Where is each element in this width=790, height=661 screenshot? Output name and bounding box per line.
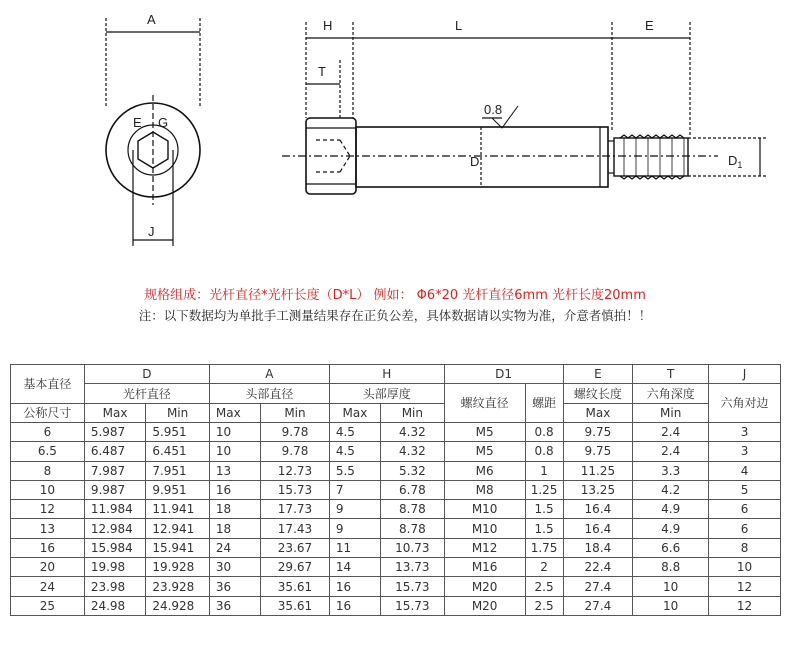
table-cell: 4.32 xyxy=(381,423,445,442)
table-cell: 10.73 xyxy=(381,538,445,557)
table-cell: 9.951 xyxy=(146,480,210,499)
dim-label-d1: $D_1$ xyxy=(728,153,743,170)
table-cell: 5.5 xyxy=(329,461,380,480)
table-cell: M10 xyxy=(444,500,525,519)
table-cell: 5.951 xyxy=(146,423,210,442)
table-cell: 16.4 xyxy=(563,500,633,519)
table-cell: 4.9 xyxy=(633,500,709,519)
sub-header-d1: 螺纹直径 xyxy=(444,384,525,423)
table-cell: 6 xyxy=(709,500,781,519)
table-cell: 9.987 xyxy=(84,480,146,499)
table-cell: 15.73 xyxy=(381,596,445,615)
table-cell: 23.928 xyxy=(146,577,210,596)
dim-label-h: H xyxy=(323,18,333,33)
table-cell: 15.941 xyxy=(146,538,210,557)
table-cell: 9.78 xyxy=(261,442,330,461)
table-cell: 6.451 xyxy=(146,442,210,461)
table-cell: 24.928 xyxy=(146,596,210,615)
table-cell: 3 xyxy=(709,442,781,461)
table-row xyxy=(11,480,781,499)
group-header-h: H xyxy=(329,365,444,384)
table-cell: 18 xyxy=(209,519,260,538)
sub-header-h: 头部厚度 xyxy=(329,384,444,404)
table-cell: 6.6 xyxy=(633,538,709,557)
table-cell: 29.67 xyxy=(261,558,330,577)
sub-header-j: 六角对边 xyxy=(709,384,781,423)
table-cell: 24.98 xyxy=(84,596,146,615)
table-cell: M16 xyxy=(444,558,525,577)
table-cell: 0.8 xyxy=(525,442,563,461)
table-cell: 7.987 xyxy=(84,461,146,480)
table-cell: 10 xyxy=(209,442,260,461)
table-cell: 0.8 xyxy=(525,423,563,442)
table-cell: 16 xyxy=(329,577,380,596)
minmax-header: Max xyxy=(84,404,146,423)
table-cell: 8.78 xyxy=(381,500,445,519)
table-cell: 18.4 xyxy=(563,538,633,557)
minmax-header: Max xyxy=(209,404,260,423)
spec-table-body xyxy=(11,423,781,616)
sub-header-d: 光杆直径 xyxy=(84,384,209,404)
table-cell: 8.78 xyxy=(381,519,445,538)
table-cell: 12.984 xyxy=(84,519,146,538)
table-cell: 4.9 xyxy=(633,519,709,538)
table-cell: 15.984 xyxy=(84,538,146,557)
table-cell: 1.5 xyxy=(525,500,563,519)
table-cell: 23.98 xyxy=(84,577,146,596)
table-cell: 4.2 xyxy=(633,480,709,499)
table-cell: 9 xyxy=(329,500,380,519)
spec-format-note: 规格组成：光杆直径*光杆长度（D*L） 例如： Φ6*20 光杆直径6mm 光杆长度20mm xyxy=(144,288,646,303)
corner-header-basic: 基本直径 xyxy=(11,365,85,404)
table-cell: 1.75 xyxy=(525,538,563,557)
table-cell: M20 xyxy=(444,596,525,615)
table-cell: 10 xyxy=(633,577,709,596)
table-cell: 9.78 xyxy=(261,423,330,442)
table-cell: 13 xyxy=(11,519,85,538)
table-cell: 3 xyxy=(709,423,781,442)
table-row xyxy=(11,423,781,442)
table-cell: 25 xyxy=(11,596,85,615)
minmax-header: Max xyxy=(329,404,380,423)
table-cell: 4 xyxy=(709,461,781,480)
group-header-d1: D1 xyxy=(444,365,563,384)
table-cell: 6 xyxy=(11,423,85,442)
table-cell: 7 xyxy=(329,480,380,499)
disclaimer-note: 注：以下数据均为单批手工测量结果存在正负公差，具体数据请以实物为准，介意者慎拍！！ xyxy=(138,308,652,323)
table-cell: 13.73 xyxy=(381,558,445,577)
table-cell: 12 xyxy=(709,577,781,596)
table-cell: 8.8 xyxy=(633,558,709,577)
hex-label-g: G xyxy=(158,115,169,130)
group-header-a: A xyxy=(209,365,329,384)
table-cell: 6.78 xyxy=(381,480,445,499)
table-cell: 9.75 xyxy=(563,442,633,461)
table-cell: 8 xyxy=(11,461,85,480)
table-cell: 13.25 xyxy=(563,480,633,499)
sub-header-t: 六角深度 xyxy=(633,384,709,404)
table-cell: 19.98 xyxy=(84,558,146,577)
dim-label-j: J xyxy=(148,224,155,239)
hex-label-e: E xyxy=(133,115,142,130)
table-cell: 35.61 xyxy=(261,577,330,596)
table-cell: 24 xyxy=(209,538,260,557)
table-cell: 5 xyxy=(709,480,781,499)
dim-label-d: D xyxy=(470,154,480,169)
table-cell: 24 xyxy=(11,577,85,596)
table-row xyxy=(11,461,781,480)
table-cell: 11 xyxy=(329,538,380,557)
technical-drawing xyxy=(0,0,790,270)
table-cell: M20 xyxy=(444,577,525,596)
table-row xyxy=(11,558,781,577)
table-cell: 1.5 xyxy=(525,519,563,538)
table-cell: M8 xyxy=(444,480,525,499)
table-cell: 3.3 xyxy=(633,461,709,480)
table-cell: 5.32 xyxy=(381,461,445,480)
table-cell: 12 xyxy=(11,500,85,519)
table-cell: 30 xyxy=(209,558,260,577)
table-cell: 16 xyxy=(209,480,260,499)
table-cell: 12.941 xyxy=(146,519,210,538)
table-row xyxy=(11,596,781,615)
table-cell: 10 xyxy=(11,480,85,499)
table-cell: 15.73 xyxy=(381,577,445,596)
table-cell: 17.73 xyxy=(261,500,330,519)
table-cell: 11.984 xyxy=(84,500,146,519)
table-cell: 18 xyxy=(209,500,260,519)
roughness-label: 0.8 xyxy=(484,102,503,117)
table-row xyxy=(11,519,781,538)
table-cell: 2.5 xyxy=(525,596,563,615)
table-cell: 12.73 xyxy=(261,461,330,480)
table-row xyxy=(11,538,781,557)
table-cell: 5.987 xyxy=(84,423,146,442)
table-cell: 6.5 xyxy=(11,442,85,461)
sub-header-a: 头部直径 xyxy=(209,384,329,404)
table-cell: M5 xyxy=(444,423,525,442)
table-cell: 20 xyxy=(11,558,85,577)
table-cell: 16.4 xyxy=(563,519,633,538)
table-cell: 9 xyxy=(329,519,380,538)
table-cell: 23.67 xyxy=(261,538,330,557)
table-cell: 22.4 xyxy=(563,558,633,577)
table-cell: 7.951 xyxy=(146,461,210,480)
sub-header-pitch: 螺距 xyxy=(525,384,563,423)
table-cell: 27.4 xyxy=(563,577,633,596)
table-row xyxy=(11,577,781,596)
corner-header-nominal: 公称尺寸 xyxy=(11,404,85,423)
table-cell: 10 xyxy=(709,558,781,577)
spec-table xyxy=(10,364,781,616)
bolt-shoulder xyxy=(356,127,608,187)
minmax-header: Min xyxy=(261,404,330,423)
table-row xyxy=(11,442,781,461)
table-cell: 2.4 xyxy=(633,423,709,442)
group-header-d: D xyxy=(84,365,209,384)
table-cell: 15.73 xyxy=(261,480,330,499)
table-cell: 6.487 xyxy=(84,442,146,461)
dim-label-e: E xyxy=(645,18,654,33)
bolt-thread xyxy=(614,138,688,176)
table-cell: 11.25 xyxy=(563,461,633,480)
table-cell: 2.4 xyxy=(633,442,709,461)
table-row xyxy=(11,500,781,519)
group-header-t: T xyxy=(633,365,709,384)
table-cell: 17.43 xyxy=(261,519,330,538)
table-cell: 16 xyxy=(329,596,380,615)
table-cell: M10 xyxy=(444,519,525,538)
table-cell: 4.32 xyxy=(381,442,445,461)
minmax-header: Min xyxy=(146,404,210,423)
table-cell: 13 xyxy=(209,461,260,480)
sub-header-e: 螺纹长度 xyxy=(563,384,633,404)
table-cell: M12 xyxy=(444,538,525,557)
table-cell: 11.941 xyxy=(146,500,210,519)
table-cell: 1.25 xyxy=(525,480,563,499)
table-cell: 10 xyxy=(633,596,709,615)
minmax-header: Min xyxy=(633,404,709,423)
table-cell: 14 xyxy=(329,558,380,577)
table-cell: 16 xyxy=(11,538,85,557)
table-cell: 6 xyxy=(709,519,781,538)
table-cell: 9.75 xyxy=(563,423,633,442)
table-cell: 2 xyxy=(525,558,563,577)
table-cell: 35.61 xyxy=(261,596,330,615)
group-header-e: E xyxy=(563,365,633,384)
table-cell: 4.5 xyxy=(329,423,380,442)
table-cell: 19.928 xyxy=(146,558,210,577)
table-cell: M5 xyxy=(444,442,525,461)
table-cell: 10 xyxy=(209,423,260,442)
table-cell: 12 xyxy=(709,596,781,615)
table-cell: 36 xyxy=(209,596,260,615)
dim-label-a: A xyxy=(147,12,156,27)
minmax-header: Max xyxy=(563,404,633,423)
minmax-header: Min xyxy=(381,404,445,423)
group-header-j: J xyxy=(709,365,781,384)
table-cell: 1 xyxy=(525,461,563,480)
dim-label-t: T xyxy=(318,64,326,79)
table-cell: 36 xyxy=(209,577,260,596)
table-cell: 8 xyxy=(709,538,781,557)
dim-label-l: L xyxy=(455,18,463,33)
table-cell: 4.5 xyxy=(329,442,380,461)
table-cell: 2.5 xyxy=(525,577,563,596)
table-cell: 27.4 xyxy=(563,596,633,615)
table-cell: M6 xyxy=(444,461,525,480)
